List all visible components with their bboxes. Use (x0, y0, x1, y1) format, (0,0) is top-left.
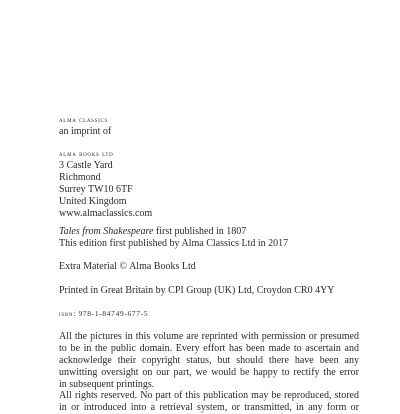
company-name: alma books ltd (59, 149, 114, 158)
paragraph-line: All the pictures in this volume are reprinted with permission or presumed (59, 331, 359, 342)
isbn-text: isbn: 978-1-84749-677-5 (59, 309, 149, 318)
publisher-name: alma classics (59, 115, 109, 124)
address-line: Surrey TW10 6TF (59, 184, 133, 195)
paragraph-line: acknowledge their copyright status, but should there have been any (59, 355, 359, 366)
permissions-paragraph (59, 331, 359, 391)
book-title: Tales from Shakespeare (59, 226, 154, 237)
paragraph-line: All rights reserved. No part of this publication may be reproduced, stored (59, 390, 359, 401)
paragraph-line: unwitting oversight on our part, we would be happy to rectify the error (59, 367, 359, 378)
address-line: United Kingdom (59, 196, 127, 207)
paragraph-line: in subsequent printings. (59, 379, 155, 390)
address-line: 3 Castle Yard (59, 160, 113, 171)
rights-paragraph (59, 390, 359, 414)
printed-line (59, 285, 359, 297)
copyright-page (59, 0, 359, 413)
imprint-of-text: an imprint of (59, 126, 112, 137)
edition-line: This edition first published by Alma Classics Ltd in 2017 (59, 238, 289, 249)
address-line: Richmond (59, 172, 101, 183)
extra-material-line (59, 261, 359, 273)
first-published-line (59, 226, 359, 238)
imprint-block (59, 114, 359, 138)
extra-material-text: Extra Material © Alma Books Ltd (59, 261, 196, 272)
address-block (59, 148, 359, 220)
paragraph-line: in or introduced into a retrieval system, or transmitted, in any form or (59, 402, 359, 413)
paragraph-line: to be in the public domain. Every effort has been made to ascertain and (59, 343, 359, 354)
website-url: www.almaclassics.com (59, 208, 153, 219)
first-published-text: first published in 1807 (153, 226, 247, 237)
isbn-line (59, 308, 359, 320)
publication-block (59, 226, 359, 250)
printed-text: Printed in Great Britain by CPI Group (UK) Ltd, Croydon CR0 4YY (59, 285, 335, 296)
